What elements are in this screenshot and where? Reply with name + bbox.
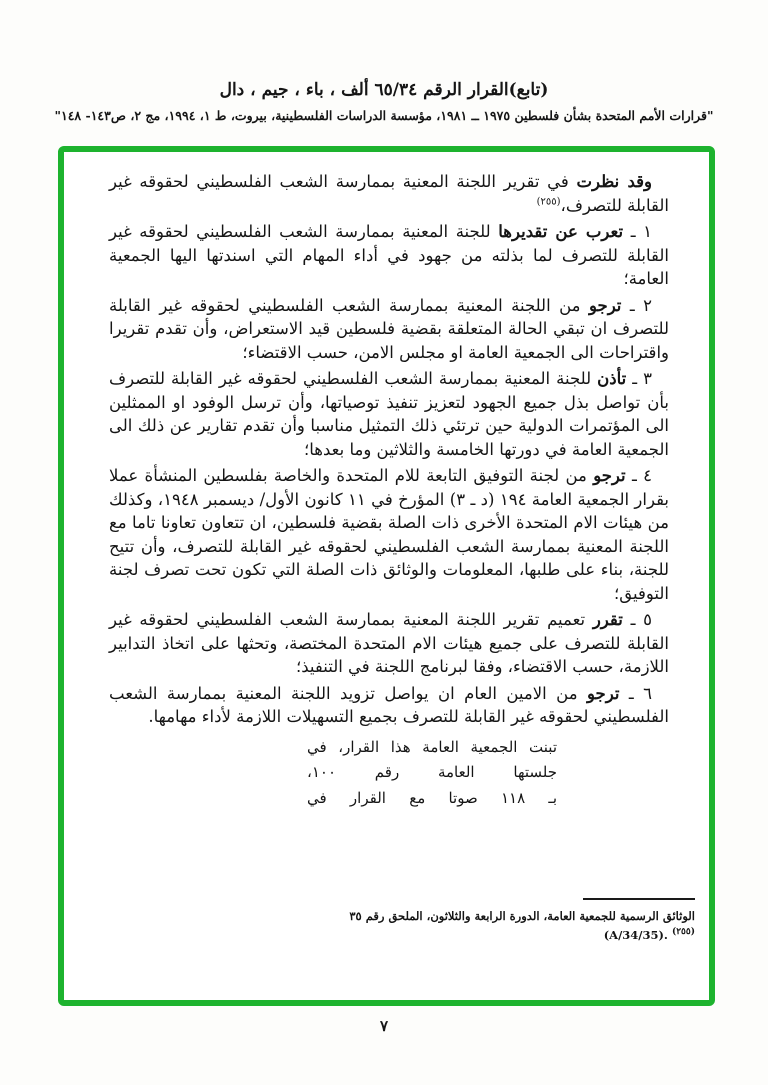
operative-paragraph-6 [109,682,669,729]
item-text: من الامين العام ان يواصل تزويد اللجنة المعنية بممارسة الشعب الفلسطيني لحقوقه غير القابلة للتصرف بجميع التسهيلات اللازمة لأداء مهامها. [109,683,669,726]
item-lead: ترجو [588,295,622,315]
item-lead: ترجو [593,466,626,485]
item-lead: تعرب عن تقديرها [498,222,624,241]
item-lead: تقرر [592,610,623,629]
item-number: ٦ ـ [628,683,652,703]
item-number: ١ ـ [630,222,653,241]
intro-paragraph [109,170,669,217]
footnote-text [347,907,695,945]
operative-paragraph-4 [109,464,669,605]
resolution-body [109,170,669,811]
adoption-line: جلستها العامة رقم ١٠٠، [307,763,557,781]
item-text: للجنة المعنية بممارسة الشعب الفلسطيني لحقوقه غير القابلة للتصرف بأن تواصل بذل جميع الجهود لتعزيز تنفيذ توصياتها، وأن ترسل الوفود او الممثلين الى المؤتمرات الدولية حين ترتئي ذلك التمثيل مناسبا وأن تقدم تقارير عن ذلك الى الجمعية العامة في دورتها الخامسة والثلاثين وما بعدها؛ [109,369,669,459]
footnote-citation: الوثائق الرسمية للجمعية العامة، الدورة الرابعة والثلاثون، الملحق رقم ٣٥ [349,909,695,923]
item-text: للجنة المعنية بممارسة الشعب الفلسطيني لحقوقه غير القابلة للتصرف لما بذلته من جهود في أداء المهام التي اسندتها اليها الجمعية العامة؛ [109,222,669,288]
item-number: ٣ ـ [632,369,653,388]
footnote-un-symbol: (A/34/35). [603,928,668,942]
footnote-reference: (٢٥٥) [536,196,561,207]
footnote-marker: (٢٥٥) [671,927,695,938]
item-number: ٢ ـ [629,295,652,315]
item-text: تعميم تقرير اللجنة المعنية بممارسة الشعب الفلسطيني لحقوقه غير القابلة للتصرف على جميع هيئات الام المتحدة المختصة، وتحثها على اتخاذ التدابير اللازمة، حسب الاقتضاء، وفقا لبرنامج اللجنة في التنفيذ؛ [109,610,669,676]
resolution-title: (تابع)القرار الرقم ٦٥/٣٤ ألف ، باء ، جيم ، دال [219,80,549,100]
item-lead: ترجو [587,683,620,703]
item-number: ٤ ـ [631,466,653,485]
item-number: ٥ ـ [630,610,652,629]
adoption-note [307,735,557,812]
adoption-line: بـ ١١٨ صوتا مع القرار في [307,788,557,807]
item-text: من اللجنة المعنية بممارسة الشعب الفلسطيني لحقوقه غير القابلة للتصرف ان تبقي الحالة المتعلقة بقضية فلسطين قيد الاستعراض، وأن تقدم تقريرا واقتراحات الى الجمعية العامة او مجلس الامن، حسب الاقتضاء؛ [109,295,669,362]
source-citation: "قرارات الأمم المتحدة بشأن فلسطين ١٩٧٥ ــ ١٩٨١، مؤسسة الدراسات الفلسطينية، بيروت، ط ١، ١٩٩٤، مج ٢، ص١٤٣- ١٤٨" [54,108,714,123]
operative-paragraph-3 [109,367,669,461]
green-frame [58,146,715,1006]
footnote-separator [583,898,695,900]
operative-paragraph-2 [109,294,669,365]
item-lead: تأذن [597,369,627,388]
adoption-line: تبنت الجمعية العامة هذا القرار، في [307,737,557,756]
page-number: ٧ [379,1017,389,1035]
intro-lead: وقد نظرت [576,172,652,191]
footnote [347,898,695,945]
operative-paragraph-1 [109,220,669,291]
intro-text: في تقرير اللجنة المعنية بممارسة الشعب الفلسطيني لحقوقه غير القابلة للتصرف، [109,172,669,215]
item-text: من لجنة التوفيق التابعة للام المتحدة والخاصة بفلسطين المنشأة عملا بقرار الجمعية العامة ١٩٤ (د ـ ٣) المؤرخ في ١١ كانون الأول/ ديسمبر ١٩٤٨، وكذلك من هيئات الام المتحدة الأخرى ذات الصلة بقضية فلسطين، ان تتعاون تعاونا تاما مع اللجنة المعنية بممارسة الشعب الفلسطيني لحقوقه غير القابلة للتصرف، وأن تتيح للجنة، بناء على طلبها، المعلومات والوثائق ذات الصلة التي تكون تحت تصرف لجنة التوفيق؛ [109,466,670,603]
operative-paragraph-5 [109,608,669,679]
